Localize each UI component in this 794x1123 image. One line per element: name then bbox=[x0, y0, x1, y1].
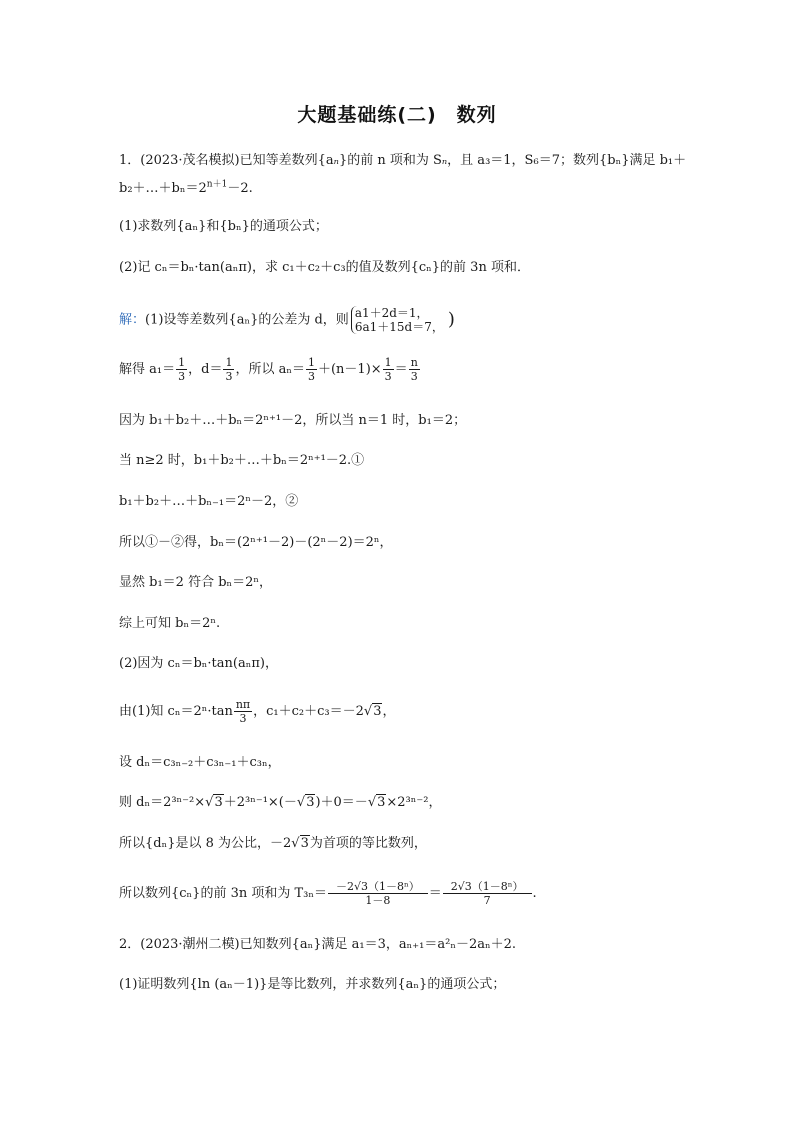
fraction: $\frac{n\pi}{3}$ bbox=[235, 698, 251, 725]
sol-line2: 解得 a₁＝ $\frac{1}{3}$ ，d＝ $\frac{1}{3}$ ，所以 aₙ＝ $\frac{1}{3}$ ＋(n－1)× $\frac{1}{3}$ ＝ $\frac{n}{3}$ bbox=[119, 356, 418, 383]
sol-line5: b₁＋b₂＋…＋bₙ₋₁＝2ⁿ－2，② bbox=[119, 494, 299, 509]
sol-line3: 因为 b₁＋b₂＋…＋bₙ＝2ⁿ⁺¹－2，所以当 n＝1 时，b₁＝2； bbox=[119, 413, 467, 428]
sol-line9: (2)因为 cₙ＝bₙ·tan(aₙπ)， bbox=[119, 656, 278, 671]
fraction: $\frac{1}{3}$ bbox=[178, 356, 186, 383]
sol-line6: 所以①－②得，bₙ＝(2ⁿ⁺¹－2)－(2ⁿ－2)＝2ⁿ， bbox=[119, 535, 393, 550]
fraction: $\frac{\text{2√3（1－8ⁿ）}}{7}$ bbox=[443, 880, 532, 907]
sol-line1: 解：(1)设等差数列{aₙ}的公差为 d，则 a1＋2d＝1， 6a1＋15d＝7， ) bbox=[119, 306, 455, 334]
sqrt-sign: √3 bbox=[291, 836, 309, 851]
sol-line11: 设 dₙ＝c₃ₙ₋₂＋c₃ₙ₋₁＋c₃ₙ， bbox=[119, 755, 281, 770]
sol-line10: 由(1)知 cₙ＝2ⁿ·tan $\frac{n\pi}{3}$ ，c₁＋c₂＋c₃＝－2√3， bbox=[119, 698, 396, 725]
sqrt-sign: √3 bbox=[205, 795, 223, 810]
q1-part2: (2)记 cₙ＝bₙ·tan(aₙπ)，求 c₁＋c₂＋c₃的值及数列{cₙ}的前 3n 项和． bbox=[119, 260, 530, 275]
solution-label: 解： bbox=[119, 312, 146, 328]
sqrt-sign: √3 bbox=[367, 795, 386, 810]
sqrt-sign: √3 bbox=[363, 704, 382, 719]
sol-line7: 显然 b₁＝2 符合 bₙ＝2ⁿ， bbox=[119, 575, 273, 590]
q1-stem-line1: 1．(2023·茂名模拟)已知等差数列{aₙ}的前 n 项和为 Sₙ，且 a₃＝1，S₆＝7；数列{bₙ}满足 b₁＋ bbox=[119, 153, 687, 168]
fraction: $\frac{\text{－2√3（1－8ⁿ）}}{1-8}$ bbox=[328, 880, 428, 907]
q1-part1: (1)求数列{aₙ}和{bₙ}的通项公式； bbox=[119, 219, 328, 234]
q2-part1: (1)证明数列{ln (aₙ－1)}是等比数列，并求数列{aₙ}的通项公式； bbox=[119, 977, 506, 992]
sqrt-sign: √3 bbox=[296, 795, 315, 810]
sol-line4: 当 n≥2 时，b₁＋b₂＋…＋bₙ＝2ⁿ⁺¹－2.① bbox=[119, 453, 365, 468]
fraction: $\frac{1}{3}$ bbox=[307, 356, 315, 383]
equation-system: a1＋2d＝1， 6a1＋15d＝7， bbox=[351, 306, 444, 334]
q1-stem-line2: $b_2+\dots+b_n=2^{n+1}-2$. bbox=[119, 179, 253, 196]
q2-stem: 2．(2023·潮州二模)已知数列{aₙ}满足 a₁＝3，aₙ₊₁＝a²ₙ－2aₙ＋2. bbox=[119, 937, 516, 952]
fraction: $\frac{1}{3}$ bbox=[384, 356, 392, 383]
fraction: $\frac{n}{3}$ bbox=[410, 356, 418, 383]
page-title: 大题基础练(二) 数列 bbox=[297, 104, 497, 126]
sol-line12: 则 dₙ＝2³ⁿ⁻²×√3＋2³ⁿ⁻¹×(－√3)＋0＝－√3×2³ⁿ⁻²， bbox=[119, 795, 442, 810]
sol-line8: 综上可知 bₙ＝2ⁿ. bbox=[119, 616, 221, 631]
fraction: $\frac{1}{3}$ bbox=[225, 356, 233, 383]
sol-line14: 所以数列{cₙ}的前 3n 项和为 T₃ₙ＝ $\frac{\text{－2√3（1－8ⁿ）}}{1-8}$ ＝ $\frac{\text{2√3（1－8ⁿ）}}{7}$ . bbox=[119, 880, 537, 907]
sol-line13: 所以{dₙ}是以 8 为公比，－2√3为首项的等比数列， bbox=[119, 836, 427, 851]
